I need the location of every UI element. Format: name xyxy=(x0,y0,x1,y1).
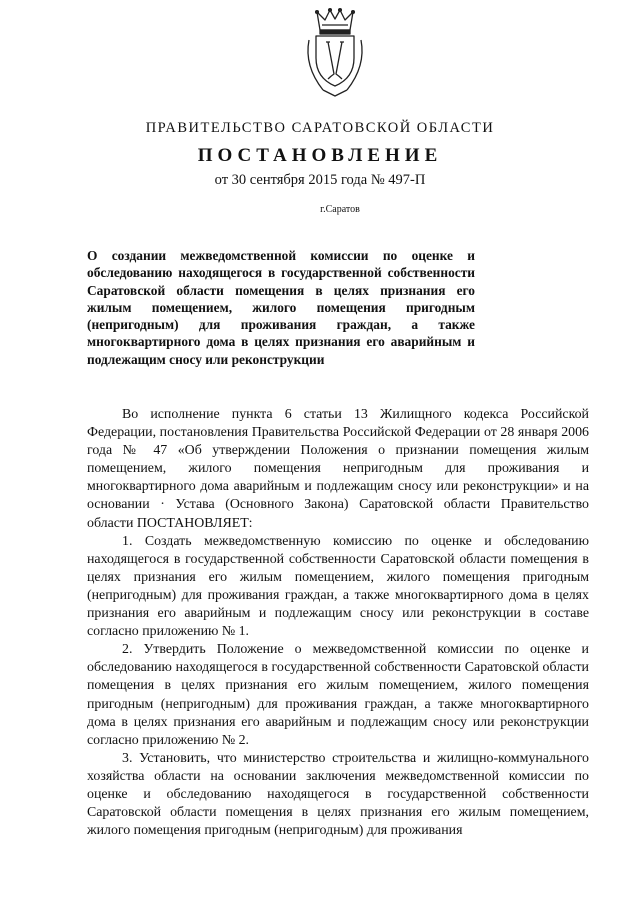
document-type: ПОСТАНОВЛЕНИЕ xyxy=(197,145,443,166)
document-date-number: от 30 сентября 2015 года № 497-П xyxy=(214,172,426,188)
clause-1: 1. Создать межведомственную комиссию по оценке и обследованию находящегося в государственной собственности Саратовской области помещения в целях признания его жилым помещением, жилого помещения пригодным (непригодным) для проживания граждан, а также многоквартирного дома в целях признания его аварийным и подлежащим сносу или реконструкции в составе согласно приложению № 1. xyxy=(87,533,589,640)
document-title: О создании межведомственной комиссии по оценке и обследованию находящегося в государственной собственности Саратовской области помещения в целях признания его жилым помещением, жилого помещения пригодным (непригодным) для проживания граждан, а также многоквартирного дома в целях признания его аварийным и подлежащим сносу или реконструкции xyxy=(87,248,475,367)
coat-of-arms-icon xyxy=(295,6,375,102)
city-name: г.Саратов xyxy=(320,204,360,215)
clause-2: 2. Утвердить Положение о межведомственной комиссии по оценке и обследованию находящегося в государственной собственности Саратовской области помещения в целях признания его жилым помещением, жилого помещения пригодным (непригодным) для проживания граждан, а также многоквартирного дома в целях признания его аварийным и подлежащим сносу или реконструкции согласно приложению № 2. xyxy=(87,642,589,748)
document-body xyxy=(87,406,589,840)
government-name: ПРАВИТЕЛЬСТВО САРАТОВСКОЙ ОБЛАСТИ xyxy=(145,120,495,136)
preamble-paragraph: Во исполнение пункта 6 статьи 13 Жилищного кодекса Российской Федерации, постановления Правительства Российской Федерации от 28 января 2006 года № 47 «Об утверждении Положения о признании помещения жилым помещением, жилого помещения непригодным для проживания и многоквартирного дома аварийным и подлежащим сносу или реконструкции» и на основании · Устава (Основного Закона) Саратовской области Правительство области ПОСТАНОВЛЯЕТ: xyxy=(87,407,589,531)
clause-3: 3. Установить, что министерство строительства и жилищно-коммунального хозяйства области на основании заключения межведомственной комиссии по оценке и обследованию находящегося в государственной собственности Саратовской области помещения в целях признания его жилым помещением, жилого помещения пригодным (непригодным) для проживания xyxy=(87,750,589,839)
